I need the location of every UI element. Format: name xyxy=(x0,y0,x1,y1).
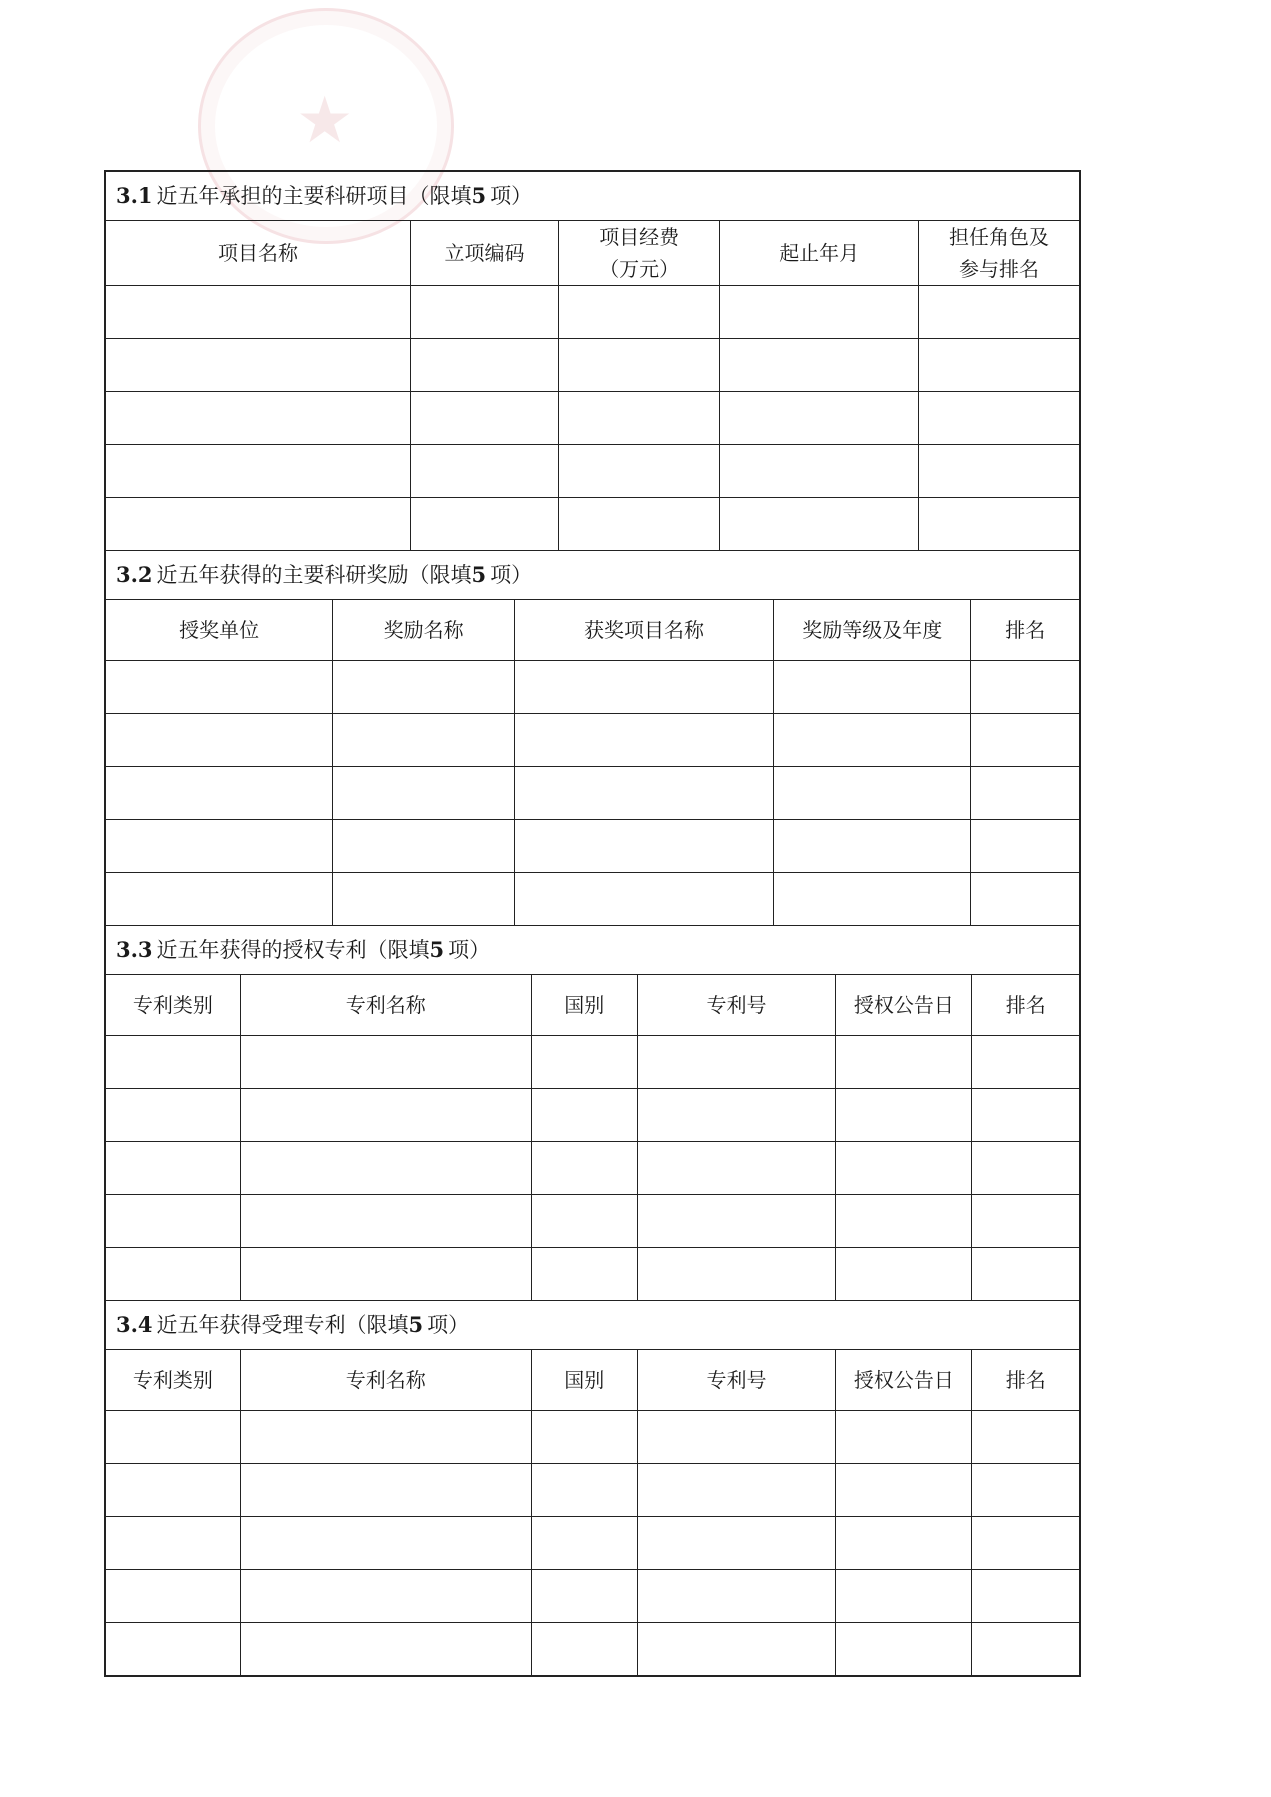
table-cell[interactable] xyxy=(971,714,1079,767)
section-title-suffix: 项） xyxy=(427,1313,470,1337)
section-number: 3.3 xyxy=(116,937,153,962)
table-cell[interactable] xyxy=(836,1570,972,1623)
section-title-text: 近五年获得受理专利（限填 xyxy=(156,1313,409,1337)
table-cell[interactable] xyxy=(515,661,774,714)
table-cell[interactable] xyxy=(720,286,918,339)
section-limit: 5 xyxy=(471,183,487,208)
header-patent-type: 专利类别 xyxy=(106,1350,240,1411)
table-cell[interactable] xyxy=(240,1623,531,1676)
section-title-suffix: 项） xyxy=(448,938,491,962)
table-cell[interactable] xyxy=(558,498,720,551)
table-cell[interactable] xyxy=(106,1195,240,1248)
table-cell[interactable] xyxy=(106,392,411,445)
section-title-suffix: 项） xyxy=(490,563,533,587)
table-cell[interactable] xyxy=(971,767,1079,820)
header-grant-date: 授权公告日 xyxy=(836,975,972,1036)
table-cell[interactable] xyxy=(106,1248,240,1301)
table-cell[interactable] xyxy=(106,1142,240,1195)
header-start-end-date: 起止年月 xyxy=(720,221,918,286)
table-cell[interactable] xyxy=(240,1036,531,1089)
section-title xyxy=(106,551,1079,600)
table-cell[interactable] xyxy=(836,1089,972,1142)
table-cell[interactable] xyxy=(637,1517,835,1570)
table-row xyxy=(106,1517,1079,1570)
header-project-name: 项目名称 xyxy=(106,221,411,286)
table-cell[interactable] xyxy=(637,1195,835,1248)
header-patent-name: 专利名称 xyxy=(240,1350,531,1411)
header-patent-name: 专利名称 xyxy=(240,975,531,1036)
table-row xyxy=(106,661,1079,714)
table-cell[interactable] xyxy=(531,1623,637,1676)
table-cell[interactable] xyxy=(918,339,1079,392)
header-award-name: 奖励名称 xyxy=(333,600,515,661)
table-cell[interactable] xyxy=(836,1195,972,1248)
header-rank: 排名 xyxy=(972,1350,1079,1411)
table-row xyxy=(106,286,1079,339)
header-grant-date: 授权公告日 xyxy=(836,1350,972,1411)
table-cell[interactable] xyxy=(972,1411,1079,1464)
table-cell[interactable] xyxy=(240,1411,531,1464)
table-cell[interactable] xyxy=(972,1517,1079,1570)
table-header-row xyxy=(106,600,1079,661)
table-cell[interactable] xyxy=(531,1248,637,1301)
table-cell[interactable] xyxy=(836,1623,972,1676)
table-cell[interactable] xyxy=(972,1036,1079,1089)
table-cell[interactable] xyxy=(411,445,559,498)
section-number: 3.2 xyxy=(116,562,153,587)
table-cell[interactable] xyxy=(515,714,774,767)
table-cell[interactable] xyxy=(106,767,333,820)
table-cell[interactable] xyxy=(637,1036,835,1089)
table-cell[interactable] xyxy=(720,392,918,445)
table-cell[interactable] xyxy=(972,1464,1079,1517)
section-granted-patents xyxy=(106,925,1079,1300)
table-header-row xyxy=(106,975,1079,1036)
table-cell[interactable] xyxy=(333,714,515,767)
table-cell[interactable] xyxy=(411,339,559,392)
table-cell[interactable] xyxy=(240,1570,531,1623)
table-cell[interactable] xyxy=(106,498,411,551)
table-cell[interactable] xyxy=(106,1517,240,1570)
table-cell[interactable] xyxy=(773,767,971,820)
granted-patents-table xyxy=(106,975,1079,1300)
table-row xyxy=(106,1623,1079,1676)
table-cell[interactable] xyxy=(515,767,774,820)
table-row xyxy=(106,1089,1079,1142)
table-cell[interactable] xyxy=(106,873,333,926)
section-number: 3.1 xyxy=(116,183,153,208)
table-cell[interactable] xyxy=(972,1142,1079,1195)
table-cell[interactable] xyxy=(240,1142,531,1195)
table-cell[interactable] xyxy=(515,820,774,873)
pending-patents-table xyxy=(106,1350,1079,1675)
section-limit: 5 xyxy=(471,562,487,587)
header-patent-type: 专利类别 xyxy=(106,975,240,1036)
table-cell[interactable] xyxy=(558,445,720,498)
table-row xyxy=(106,392,1079,445)
header-role-rank: 担任角色及 参与排名 xyxy=(918,221,1079,286)
table-row xyxy=(106,873,1079,926)
table-cell[interactable] xyxy=(972,1089,1079,1142)
section-research-awards xyxy=(106,550,1079,925)
research-projects-table xyxy=(106,221,1079,550)
header-patent-number: 专利号 xyxy=(637,975,835,1036)
table-row xyxy=(106,820,1079,873)
table-cell[interactable] xyxy=(411,498,559,551)
table-cell[interactable] xyxy=(106,339,411,392)
section-research-projects xyxy=(106,172,1079,550)
table-cell[interactable] xyxy=(836,1411,972,1464)
table-cell[interactable] xyxy=(333,873,515,926)
table-cell[interactable] xyxy=(972,1248,1079,1301)
table-row xyxy=(106,767,1079,820)
section-title-suffix: 项） xyxy=(490,184,533,208)
table-cell[interactable] xyxy=(333,661,515,714)
table-cell[interactable] xyxy=(773,873,971,926)
table-cell[interactable] xyxy=(240,1517,531,1570)
table-cell[interactable] xyxy=(411,286,559,339)
table-cell[interactable] xyxy=(972,1570,1079,1623)
table-header-row xyxy=(106,1350,1079,1411)
table-cell[interactable] xyxy=(106,1036,240,1089)
table-cell[interactable] xyxy=(971,873,1079,926)
table-cell[interactable] xyxy=(637,1411,835,1464)
table-cell[interactable] xyxy=(106,1411,240,1464)
table-cell[interactable] xyxy=(333,767,515,820)
table-cell[interactable] xyxy=(531,1464,637,1517)
form-page xyxy=(104,170,1081,1677)
table-cell[interactable] xyxy=(918,445,1079,498)
table-header-row xyxy=(106,221,1079,286)
table-cell[interactable] xyxy=(558,392,720,445)
research-awards-table xyxy=(106,600,1079,925)
section-title-text: 近五年承担的主要科研项目（限填 xyxy=(156,184,472,208)
table-cell[interactable] xyxy=(531,1411,637,1464)
table-cell[interactable] xyxy=(515,873,774,926)
table-cell[interactable] xyxy=(106,1623,240,1676)
section-title xyxy=(106,1301,1079,1350)
table-cell[interactable] xyxy=(240,1089,531,1142)
table-cell[interactable] xyxy=(971,661,1079,714)
table-row xyxy=(106,1411,1079,1464)
table-cell[interactable] xyxy=(720,339,918,392)
table-cell[interactable] xyxy=(531,1036,637,1089)
table-cell[interactable] xyxy=(106,445,411,498)
table-cell[interactable] xyxy=(637,1623,835,1676)
seal-star-icon: ★ xyxy=(296,84,354,158)
table-cell[interactable] xyxy=(637,1464,835,1517)
section-pending-patents xyxy=(106,1300,1079,1675)
table-cell[interactable] xyxy=(918,286,1079,339)
table-row xyxy=(106,1248,1079,1301)
table-row xyxy=(106,1036,1079,1089)
table-cell[interactable] xyxy=(531,1195,637,1248)
table-cell[interactable] xyxy=(558,286,720,339)
table-cell[interactable] xyxy=(836,1464,972,1517)
table-cell[interactable] xyxy=(637,1089,835,1142)
table-cell[interactable] xyxy=(531,1570,637,1623)
table-cell[interactable] xyxy=(531,1089,637,1142)
header-rank: 排名 xyxy=(972,975,1079,1036)
section-limit: 5 xyxy=(429,937,445,962)
header-patent-number: 专利号 xyxy=(637,1350,835,1411)
header-country: 国别 xyxy=(531,1350,637,1411)
table-cell[interactable] xyxy=(333,820,515,873)
table-cell[interactable] xyxy=(637,1142,835,1195)
table-row xyxy=(106,714,1079,767)
table-cell[interactable] xyxy=(106,1570,240,1623)
table-cell[interactable] xyxy=(106,1464,240,1517)
table-row xyxy=(106,498,1079,551)
section-title xyxy=(106,926,1079,975)
section-number: 3.4 xyxy=(116,1312,153,1337)
table-cell[interactable] xyxy=(240,1195,531,1248)
table-cell[interactable] xyxy=(411,392,559,445)
table-cell[interactable] xyxy=(531,1517,637,1570)
table-row xyxy=(106,1142,1079,1195)
section-title xyxy=(106,172,1079,221)
table-cell[interactable] xyxy=(972,1195,1079,1248)
table-cell[interactable] xyxy=(971,820,1079,873)
header-country: 国别 xyxy=(531,975,637,1036)
table-cell[interactable] xyxy=(836,1142,972,1195)
section-title-text: 近五年获得的主要科研奖励（限填 xyxy=(156,563,472,587)
header-awarding-unit: 授奖单位 xyxy=(106,600,333,661)
table-cell[interactable] xyxy=(720,445,918,498)
table-row xyxy=(106,339,1079,392)
header-rank: 排名 xyxy=(971,600,1079,661)
table-row xyxy=(106,1195,1079,1248)
header-project-code: 立项编码 xyxy=(411,221,559,286)
section-title-text: 近五年获得的授权专利（限填 xyxy=(156,938,430,962)
header-project-funding: 项目经费 （万元） xyxy=(558,221,720,286)
table-cell[interactable] xyxy=(531,1142,637,1195)
table-row xyxy=(106,445,1079,498)
table-cell[interactable] xyxy=(637,1248,835,1301)
table-cell[interactable] xyxy=(836,1036,972,1089)
header-awarded-project: 获奖项目名称 xyxy=(515,600,774,661)
table-cell[interactable] xyxy=(836,1248,972,1301)
table-cell[interactable] xyxy=(773,714,971,767)
table-cell[interactable] xyxy=(106,820,333,873)
table-cell[interactable] xyxy=(240,1248,531,1301)
table-cell[interactable] xyxy=(558,339,720,392)
table-cell[interactable] xyxy=(972,1623,1079,1676)
table-cell[interactable] xyxy=(918,392,1079,445)
table-cell[interactable] xyxy=(773,820,971,873)
table-cell[interactable] xyxy=(637,1570,835,1623)
table-cell[interactable] xyxy=(106,661,333,714)
table-cell[interactable] xyxy=(720,498,918,551)
table-cell[interactable] xyxy=(106,286,411,339)
table-cell[interactable] xyxy=(240,1464,531,1517)
section-limit: 5 xyxy=(408,1312,424,1337)
table-cell[interactable] xyxy=(106,714,333,767)
header-award-level-year: 奖励等级及年度 xyxy=(773,600,971,661)
table-cell[interactable] xyxy=(918,498,1079,551)
table-cell[interactable] xyxy=(836,1517,972,1570)
table-row xyxy=(106,1570,1079,1623)
table-row xyxy=(106,1464,1079,1517)
table-cell[interactable] xyxy=(773,661,971,714)
table-cell[interactable] xyxy=(106,1089,240,1142)
